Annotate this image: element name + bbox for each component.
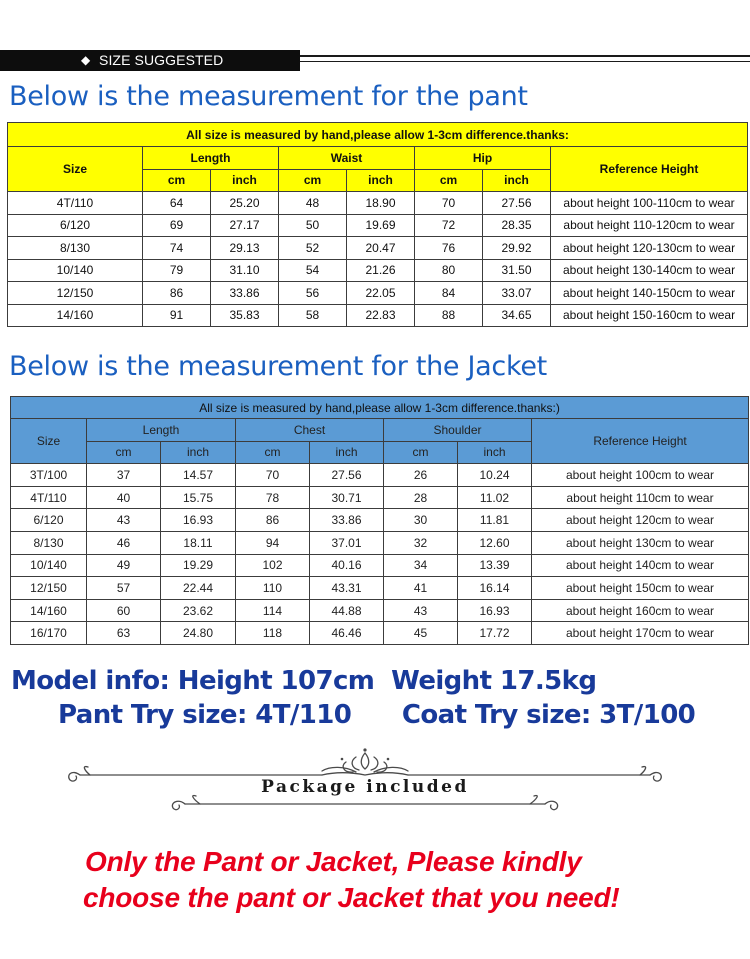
jacket-size-table xyxy=(10,396,749,645)
jacket-cell-c3-inch: 12.60 xyxy=(458,531,532,554)
pant-cell-c3-inch: 33.07 xyxy=(483,282,551,305)
pant-unit-cm: cm xyxy=(279,169,347,192)
pant-size-table xyxy=(7,122,748,327)
jacket-cell-c2-inch: 44.88 xyxy=(310,599,384,622)
jacket-cell-c3-cm: 45 xyxy=(384,622,458,645)
diamond-icon: ◆ xyxy=(81,53,91,67)
pant-cell-c3-cm: 80 xyxy=(415,259,483,282)
jacket-notice: All size is measured by hand,please allow 1-3cm difference.thanks:) xyxy=(11,397,749,419)
jacket-cell-c2-cm: 102 xyxy=(236,554,310,577)
jacket-table-row xyxy=(11,554,749,577)
jacket-cell-c3-inch: 16.14 xyxy=(458,577,532,600)
jacket-cell-c3-cm: 41 xyxy=(384,577,458,600)
jacket-cell-reference: about height 170cm to wear xyxy=(532,622,749,645)
pant-cell-size: 6/120 xyxy=(8,214,143,237)
jacket-cell-c3-cm: 26 xyxy=(384,464,458,487)
jacket-unit-inch: inch xyxy=(310,441,384,464)
pant-cell-c2-cm: 56 xyxy=(279,282,347,305)
package-included-label: Package included xyxy=(261,777,469,797)
jacket-cell-c3-inch: 13.39 xyxy=(458,554,532,577)
jacket-table-row xyxy=(11,599,749,622)
jacket-cell-size: 12/150 xyxy=(11,577,87,600)
jacket-cell-c3-inch: 16.93 xyxy=(458,599,532,622)
pant-cell-reference: about height 140-150cm to wear xyxy=(551,282,748,305)
pant-cell-size: 4T/110 xyxy=(8,192,143,215)
pant-notice-row xyxy=(8,123,748,147)
pant-notice: All size is measured by hand,please allow 1-3cm difference.thanks: xyxy=(8,123,748,147)
pant-cell-length-inch: 35.83 xyxy=(211,304,279,327)
pant-header-size: Size xyxy=(8,147,143,192)
jacket-cell-c2-inch: 33.86 xyxy=(310,509,384,532)
pant-cell-c3-inch: 29.92 xyxy=(483,237,551,260)
jacket-cell-c3-inch: 11.02 xyxy=(458,486,532,509)
jacket-table-row xyxy=(11,486,749,509)
jacket-cell-c2-inch: 30.71 xyxy=(310,486,384,509)
jacket-cell-length-inch: 19.29 xyxy=(161,554,236,577)
pant-cell-size: 14/160 xyxy=(8,304,143,327)
pant-cell-length-cm: 86 xyxy=(143,282,211,305)
jacket-cell-c3-inch: 11.81 xyxy=(458,509,532,532)
jacket-unit-cm: cm xyxy=(384,441,458,464)
jacket-cell-size: 4T/110 xyxy=(11,486,87,509)
purchase-notice-line-1: Only the Pant or Jacket, Please kindly xyxy=(85,846,582,877)
pant-cell-length-cm: 74 xyxy=(143,237,211,260)
jacket-cell-length-cm: 46 xyxy=(87,531,161,554)
pant-unit-inch: inch xyxy=(211,169,279,192)
jacket-cell-length-inch: 16.93 xyxy=(161,509,236,532)
pant-cell-length-cm: 64 xyxy=(143,192,211,215)
jacket-header-row xyxy=(11,419,749,442)
pant-cell-size: 8/130 xyxy=(8,237,143,260)
jacket-cell-size: 3T/100 xyxy=(11,464,87,487)
pant-cell-c3-cm: 88 xyxy=(415,304,483,327)
jacket-unit-cm: cm xyxy=(236,441,310,464)
pant-cell-c3-cm: 84 xyxy=(415,282,483,305)
jacket-table-row xyxy=(11,509,749,532)
jacket-header-shoulder: Shoulder xyxy=(384,419,532,442)
jacket-table-row xyxy=(11,622,749,645)
jacket-cell-c3-cm: 28 xyxy=(384,486,458,509)
jacket-unit-cm: cm xyxy=(87,441,161,464)
pant-unit-cm: cm xyxy=(143,169,211,192)
pant-cell-length-inch: 25.20 xyxy=(211,192,279,215)
jacket-header-size: Size xyxy=(11,419,87,464)
pant-cell-reference: about height 120-130cm to wear xyxy=(551,237,748,260)
jacket-cell-length-inch: 14.57 xyxy=(161,464,236,487)
pant-table-row xyxy=(8,282,748,305)
jacket-cell-c2-inch: 27.56 xyxy=(310,464,384,487)
pant-cell-c2-cm: 54 xyxy=(279,259,347,282)
pant-cell-length-inch: 33.86 xyxy=(211,282,279,305)
pant-cell-c2-inch: 22.83 xyxy=(347,304,415,327)
pant-cell-c2-inch: 19.69 xyxy=(347,214,415,237)
jacket-cell-length-inch: 22.44 xyxy=(161,577,236,600)
jacket-cell-reference: about height 120cm to wear xyxy=(532,509,749,532)
jacket-cell-size: 14/160 xyxy=(11,599,87,622)
jacket-cell-c2-cm: 70 xyxy=(236,464,310,487)
pant-cell-c2-inch: 21.26 xyxy=(347,259,415,282)
pant-header-waist: Waist xyxy=(279,147,415,170)
pant-table-row xyxy=(8,259,748,282)
jacket-table-row xyxy=(11,531,749,554)
pant-cell-c2-cm: 58 xyxy=(279,304,347,327)
pant-cell-c2-cm: 48 xyxy=(279,192,347,215)
pant-table-row xyxy=(8,304,748,327)
pant-cell-c3-cm: 76 xyxy=(415,237,483,260)
jacket-table-row xyxy=(11,464,749,487)
size-suggested-banner xyxy=(0,50,300,71)
pant-header-length: Length xyxy=(143,147,279,170)
jacket-cell-length-cm: 40 xyxy=(87,486,161,509)
pant-cell-length-cm: 69 xyxy=(143,214,211,237)
jacket-cell-length-cm: 63 xyxy=(87,622,161,645)
pant-cell-length-cm: 79 xyxy=(143,259,211,282)
jacket-cell-length-inch: 15.75 xyxy=(161,486,236,509)
pant-cell-size: 10/140 xyxy=(8,259,143,282)
jacket-cell-c2-inch: 43.31 xyxy=(310,577,384,600)
jacket-cell-reference: about height 130cm to wear xyxy=(532,531,749,554)
pant-cell-c3-inch: 31.50 xyxy=(483,259,551,282)
pant-cell-c3-cm: 70 xyxy=(415,192,483,215)
pant-cell-c3-inch: 28.35 xyxy=(483,214,551,237)
jacket-cell-reference: about height 160cm to wear xyxy=(532,599,749,622)
pant-cell-reference: about height 110-120cm to wear xyxy=(551,214,748,237)
jacket-cell-c2-inch: 46.46 xyxy=(310,622,384,645)
jacket-cell-size: 6/120 xyxy=(11,509,87,532)
jacket-cell-length-inch: 18.11 xyxy=(161,531,236,554)
jacket-cell-c2-cm: 110 xyxy=(236,577,310,600)
pant-cell-length-inch: 31.10 xyxy=(211,259,279,282)
pant-cell-size: 12/150 xyxy=(8,282,143,305)
banner-rule-thick xyxy=(300,55,750,57)
jacket-cell-c3-cm: 43 xyxy=(384,599,458,622)
jacket-cell-c3-inch: 17.72 xyxy=(458,622,532,645)
pant-section-title: Below is the measurement for the pant xyxy=(9,81,528,112)
pant-cell-reference: about height 150-160cm to wear xyxy=(551,304,748,327)
jacket-cell-length-cm: 37 xyxy=(87,464,161,487)
pant-cell-c2-cm: 52 xyxy=(279,237,347,260)
jacket-cell-c2-inch: 40.16 xyxy=(310,554,384,577)
jacket-cell-c3-cm: 30 xyxy=(384,509,458,532)
pant-cell-reference: about height 130-140cm to wear xyxy=(551,259,748,282)
jacket-header-chest: Chest xyxy=(236,419,384,442)
jacket-cell-size: 10/140 xyxy=(11,554,87,577)
jacket-cell-c2-inch: 37.01 xyxy=(310,531,384,554)
jacket-unit-inch: inch xyxy=(161,441,236,464)
jacket-cell-size: 16/170 xyxy=(11,622,87,645)
jacket-header-reference: Reference Height xyxy=(532,419,749,464)
pant-cell-length-inch: 27.17 xyxy=(211,214,279,237)
banner-rule-thin xyxy=(300,61,750,62)
jacket-cell-length-inch: 24.80 xyxy=(161,622,236,645)
pant-unit-inch: inch xyxy=(347,169,415,192)
jacket-cell-c2-cm: 118 xyxy=(236,622,310,645)
pant-header-row xyxy=(8,147,748,170)
jacket-cell-reference: about height 110cm to wear xyxy=(532,486,749,509)
pant-unit-inch: inch xyxy=(483,169,551,192)
jacket-cell-length-cm: 60 xyxy=(87,599,161,622)
pant-table-body xyxy=(8,192,748,327)
jacket-cell-length-inch: 23.62 xyxy=(161,599,236,622)
jacket-cell-length-cm: 57 xyxy=(87,577,161,600)
pant-cell-c2-inch: 22.05 xyxy=(347,282,415,305)
pant-cell-c2-cm: 50 xyxy=(279,214,347,237)
jacket-cell-size: 8/130 xyxy=(11,531,87,554)
jacket-section-title: Below is the measurement for the Jacket xyxy=(9,351,547,382)
jacket-cell-c2-cm: 94 xyxy=(236,531,310,554)
jacket-cell-c3-cm: 32 xyxy=(384,531,458,554)
purchase-notice-line-2: choose the pant or Jacket that you need! xyxy=(83,882,620,913)
pant-cell-length-cm: 91 xyxy=(143,304,211,327)
jacket-cell-c2-cm: 78 xyxy=(236,486,310,509)
jacket-table-row xyxy=(11,577,749,600)
pant-table-row xyxy=(8,237,748,260)
jacket-header-length: Length xyxy=(87,419,236,442)
pant-table-row xyxy=(8,214,748,237)
model-info-line: Model info: Height 107cm Weight 17.5kg xyxy=(11,666,597,696)
pant-unit-cm: cm xyxy=(415,169,483,192)
jacket-table-body xyxy=(11,464,749,645)
banner-label: SIZE SUGGESTED xyxy=(99,52,224,68)
pant-table-row xyxy=(8,192,748,215)
jacket-unit-inch: inch xyxy=(458,441,532,464)
pant-cell-c3-inch: 27.56 xyxy=(483,192,551,215)
pant-cell-c3-cm: 72 xyxy=(415,214,483,237)
jacket-cell-c2-cm: 114 xyxy=(236,599,310,622)
jacket-cell-c3-inch: 10.24 xyxy=(458,464,532,487)
pant-header-reference: Reference Height xyxy=(551,147,748,192)
jacket-cell-c2-cm: 86 xyxy=(236,509,310,532)
jacket-notice-row xyxy=(11,397,749,419)
jacket-cell-length-cm: 49 xyxy=(87,554,161,577)
try-size-line: Pant Try size: 4T/110 Coat Try size: 3T/100 xyxy=(58,700,696,730)
pant-cell-c2-inch: 20.47 xyxy=(347,237,415,260)
pant-cell-reference: about height 100-110cm to wear xyxy=(551,192,748,215)
pant-cell-length-inch: 29.13 xyxy=(211,237,279,260)
pant-header-hip: Hip xyxy=(415,147,551,170)
pant-cell-c3-inch: 34.65 xyxy=(483,304,551,327)
jacket-cell-c3-cm: 34 xyxy=(384,554,458,577)
jacket-cell-reference: about height 140cm to wear xyxy=(532,554,749,577)
jacket-cell-reference: about height 100cm to wear xyxy=(532,464,749,487)
jacket-cell-length-cm: 43 xyxy=(87,509,161,532)
pant-cell-c2-inch: 18.90 xyxy=(347,192,415,215)
jacket-cell-reference: about height 150cm to wear xyxy=(532,577,749,600)
